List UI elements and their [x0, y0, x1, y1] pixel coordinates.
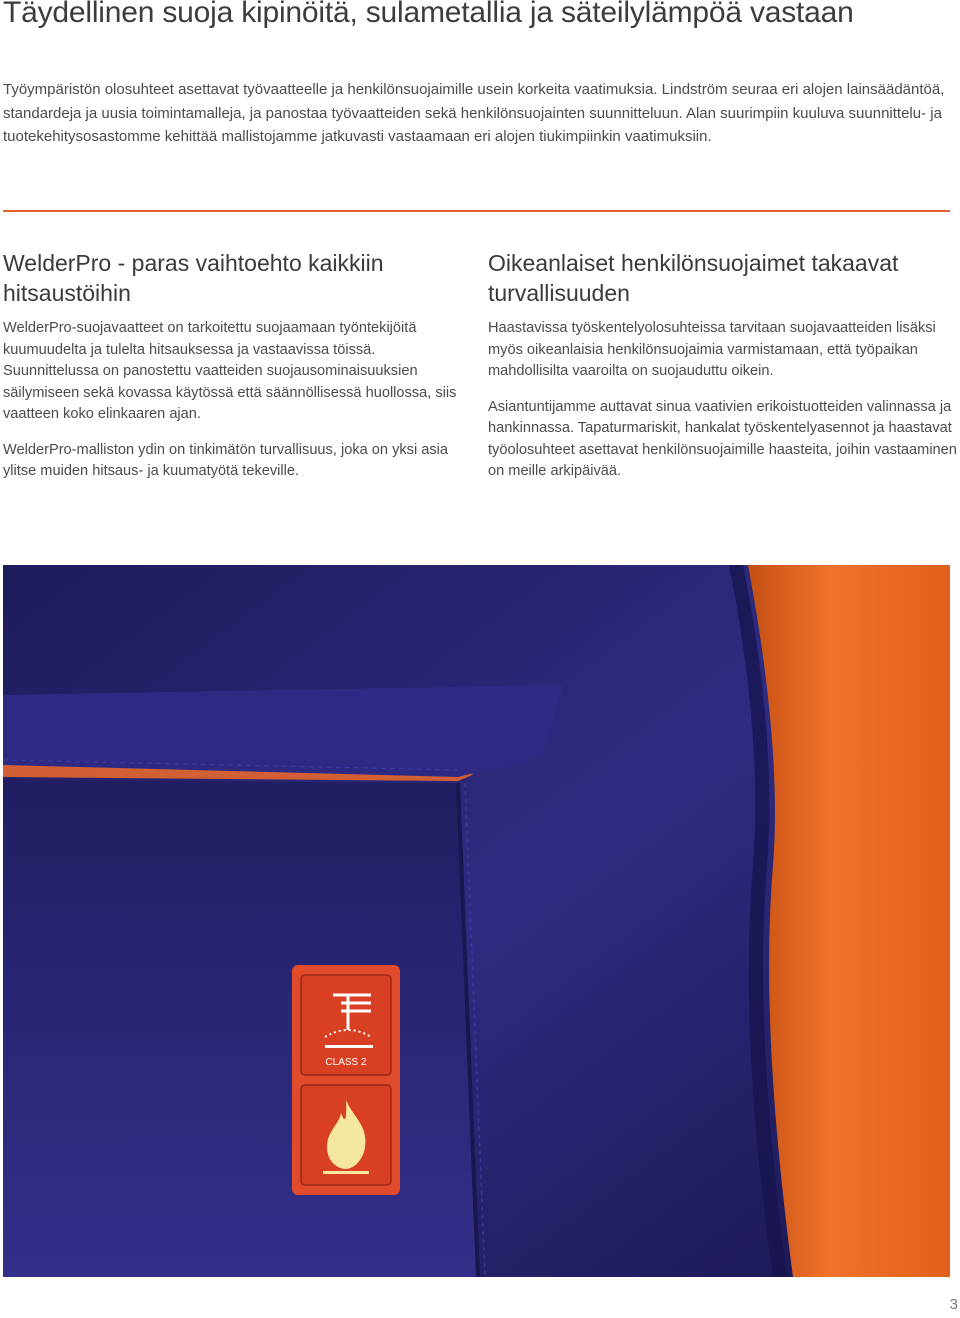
welder-jacket-photo	[3, 565, 950, 1277]
welderpro-paragraph-2: WelderPro-malliston ydin on tinkimätön turvallisuus, joka on yksi asia ylitse muiden hitsaus- ja kuumatyötä tekeville.	[3, 441, 449, 479]
ppe-heading: Oikeanlaiset henkilönsuojaimet takaavat turvallisuuden	[488, 250, 899, 306]
ppe-paragraph-1: Haastavissa työskentelyolosuhteissa tarvitaan suojavaatteiden lisäksi myös oikeanlaisia henkilönsuojaimia varmistamaan, että työpaikan mahdollisilta vaaroilta on suojauduttu oikein.	[488, 320, 936, 379]
page-number: 3	[949, 1296, 958, 1313]
welderpro-section	[3, 248, 458, 497]
badge-class-label: CLASS 2	[325, 1057, 367, 1068]
ppe-paragraph-2: Asiantuntijamme auttavat sinua vaativien erikoistuotteiden valinnassa ja hankinnassa. Tapaturmariskit, hankalat työskentelyasennot ja haastavat työolosuhteet asettavat henkilönsuojaimille haasteita, joihin vastaaminen on meille arkipäivää.	[488, 398, 957, 479]
welderpro-heading: WelderPro - paras vaihtoehto kaikkiin hitsaustöihin	[3, 250, 384, 306]
page-title: Täydellinen suoja kipinöitä, sulametallia ja säteilylämpöä vastaan	[3, 0, 854, 29]
flame-class-badge	[292, 965, 400, 1195]
ppe-section	[488, 248, 958, 497]
intro-paragraph: Työympäristön olosuhteet asettavat työvaatteelle ja henkilönsuojaimille usein korkeita vaatimuksia. Lindström seuraa eri alojen lainsäädäntöä, standardeja ja uusia toimintamalleja, ja panostaa työvaatteiden sekä henkilönsuojainten suunnitteluun. Alan suurimpiin kuuluva suunnittelu- ja tuotekehitysosastomme kehittää mallistojamme jatkuvasti vastaamaan eri alojen tiukimpiinkin vaatimuksiin.	[3, 81, 945, 145]
welderpro-paragraph-1: WelderPro-suojavaatteet on tarkoitettu suojaamaan työntekijöitä kuumuudelta ja tulelta hitsauksessa ja vastaavissa töissä. Suunnittelussa on panostettu vaatteiden suojausominaisuuksien säilymiseen sekä kovassa käytössä että säännöllisessä huollossa, siis vaatteen koko elinkaaren ajan.	[3, 320, 457, 422]
orange-divider	[3, 210, 950, 212]
